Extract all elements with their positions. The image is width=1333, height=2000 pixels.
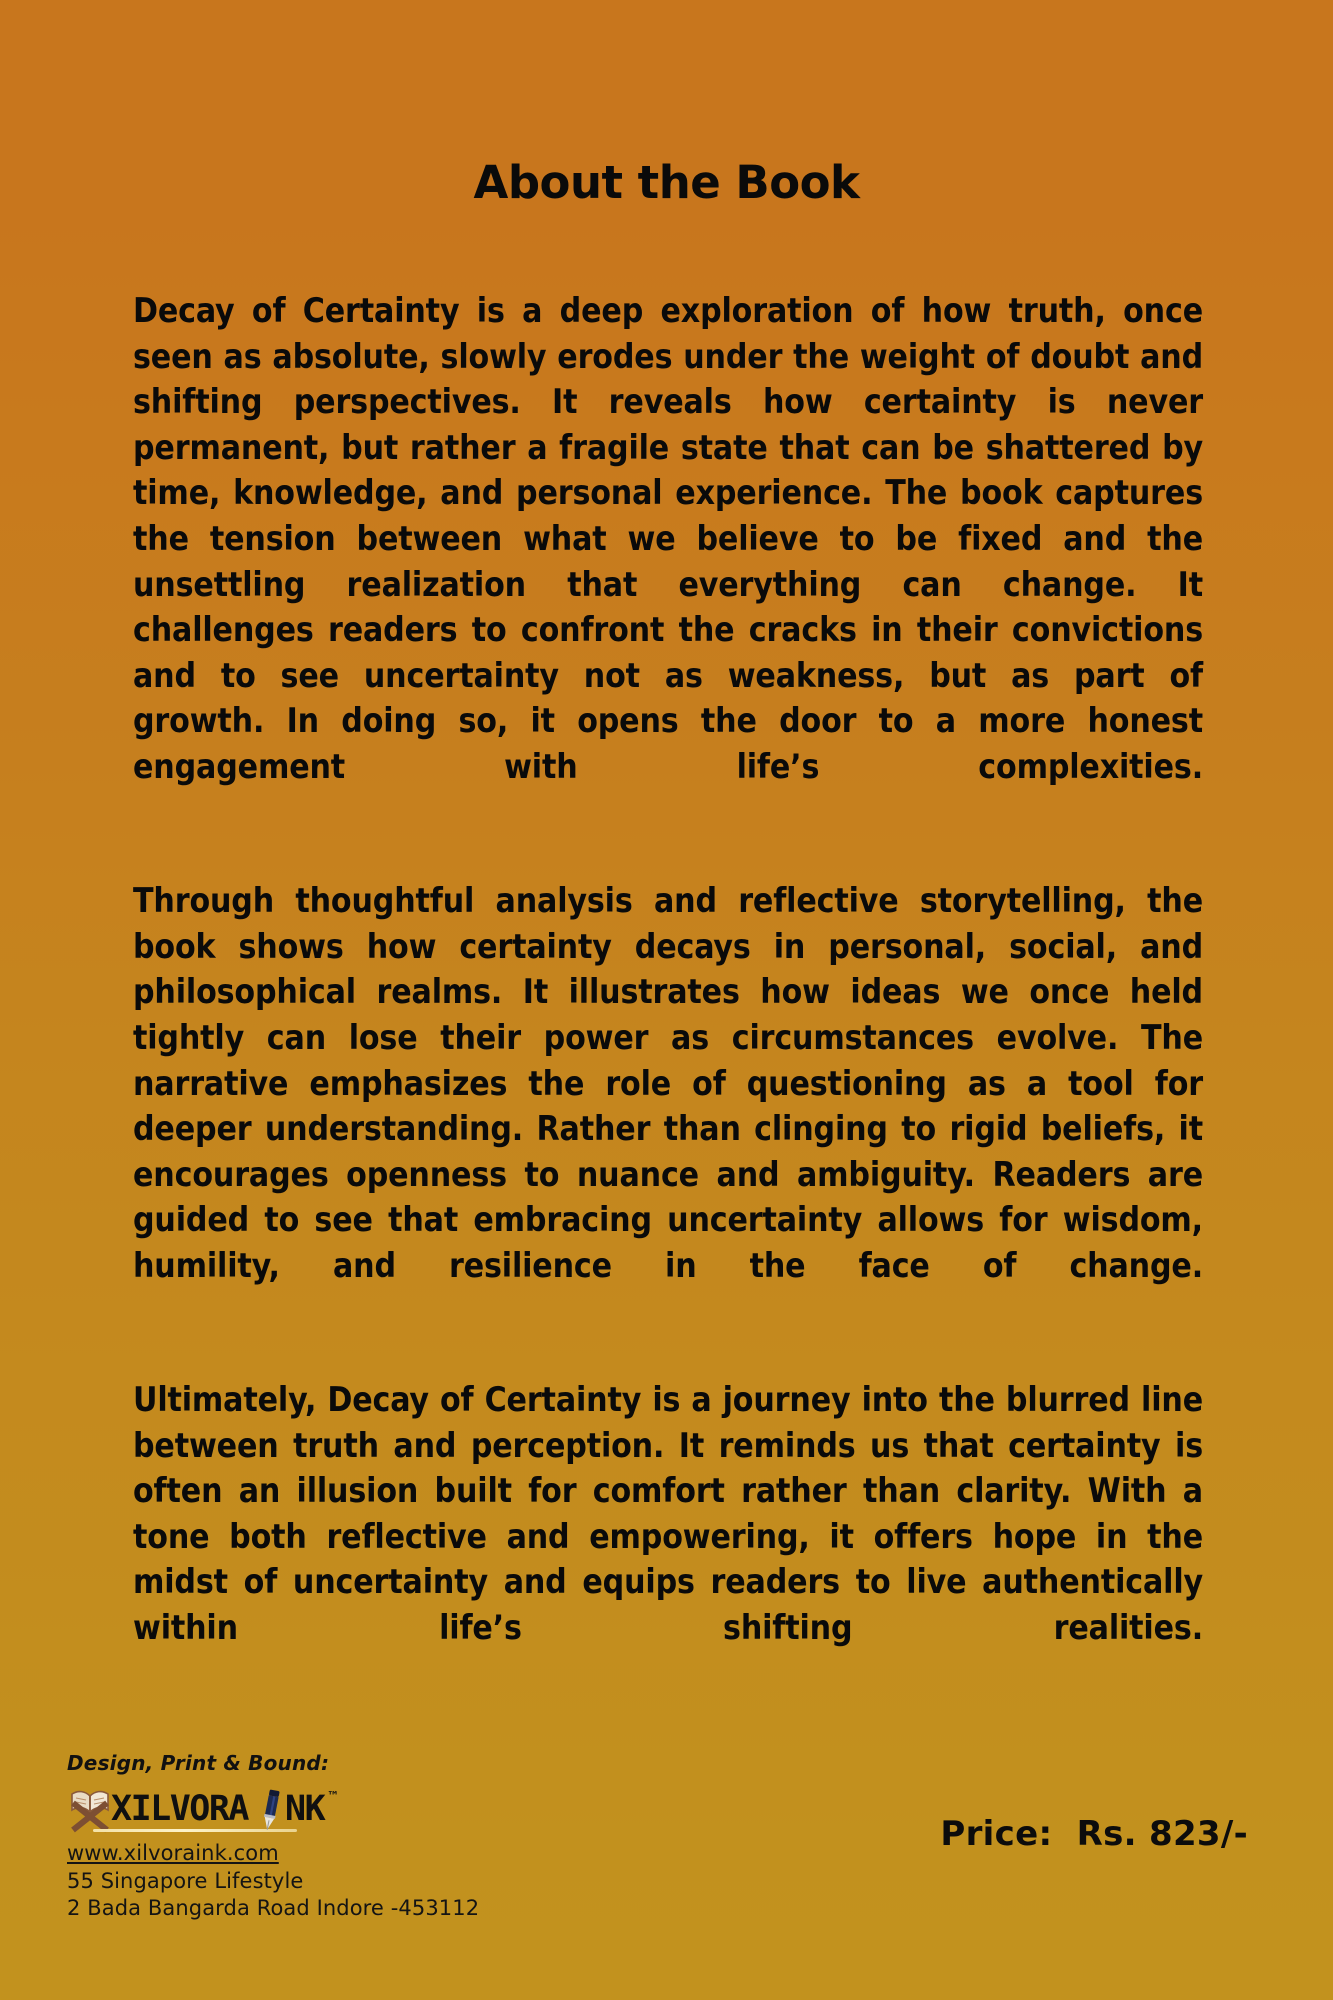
address-line-1: 55 Singapore Lifestyle (67, 1869, 304, 1893)
address-line-2: 2 Bada Bangarda Road Indore -453112 (67, 1896, 480, 1920)
page-title: About the Book (473, 156, 860, 210)
fountain-pen-icon (258, 1787, 284, 1833)
about-paragraph-1: Decay of Certainty is a deep exploration of how truth, once seen as absolute, slowly erodes under the weight of doubt and shifting perspectives. It reveals how certainty is never permanent, but rather a fragile state that can be shattered by time, knowledge, and personal experience. The book captures the tension between what we believe to be fixed and the unsettling realization that everything can change. It challenges readers to confront the cracks in their convictions and to see uncertainty not as weakness, but as part of growth. In doing so, it opens the door to a more honest engagement with life’s complexities. (133, 291, 1203, 786)
about-paragraph-2: Through thoughtful analysis and reflective storytelling, the book shows how certainty decays in personal, social, and philosophical realms. It illustrates how ideas we once held tightly can lose their power as circumstances evolve. The narrative emphasizes the role of questioning as a tool for deeper understanding. Rather than clinging to rigid beliefs, it encourages openness to nuance and ambiguity. Readers are guided to see that embracing uncertainty allows for wisdom, humility, and resilience in the face of change. (133, 881, 1203, 1285)
logo-ink-text: NK (285, 1788, 325, 1829)
logo-lockup (67, 1787, 339, 1833)
website-link[interactable]: www.xilvoraink.com (67, 1841, 279, 1865)
open-book-icon (67, 1787, 115, 1833)
logo-wordmark: XILVORA (111, 1788, 249, 1829)
credit-label: Design, Print & Bound: (67, 1751, 330, 1775)
about-the-book-body (133, 288, 1203, 1696)
price-label: Price: Rs. 823/- (940, 1814, 1248, 1854)
about-paragraph-3: Ultimately, Decay of Certainty is a journey into the blurred line between truth and perception. It reminds us that certainty is often an illusion built for comfort rather than clarity. With a tone both reflective and empowering, it offers hope in the midst of uncertainty and equips readers to live authentically within life’s shifting realities. (133, 1380, 1203, 1648)
trademark-symbol: ™ (327, 1789, 340, 1803)
